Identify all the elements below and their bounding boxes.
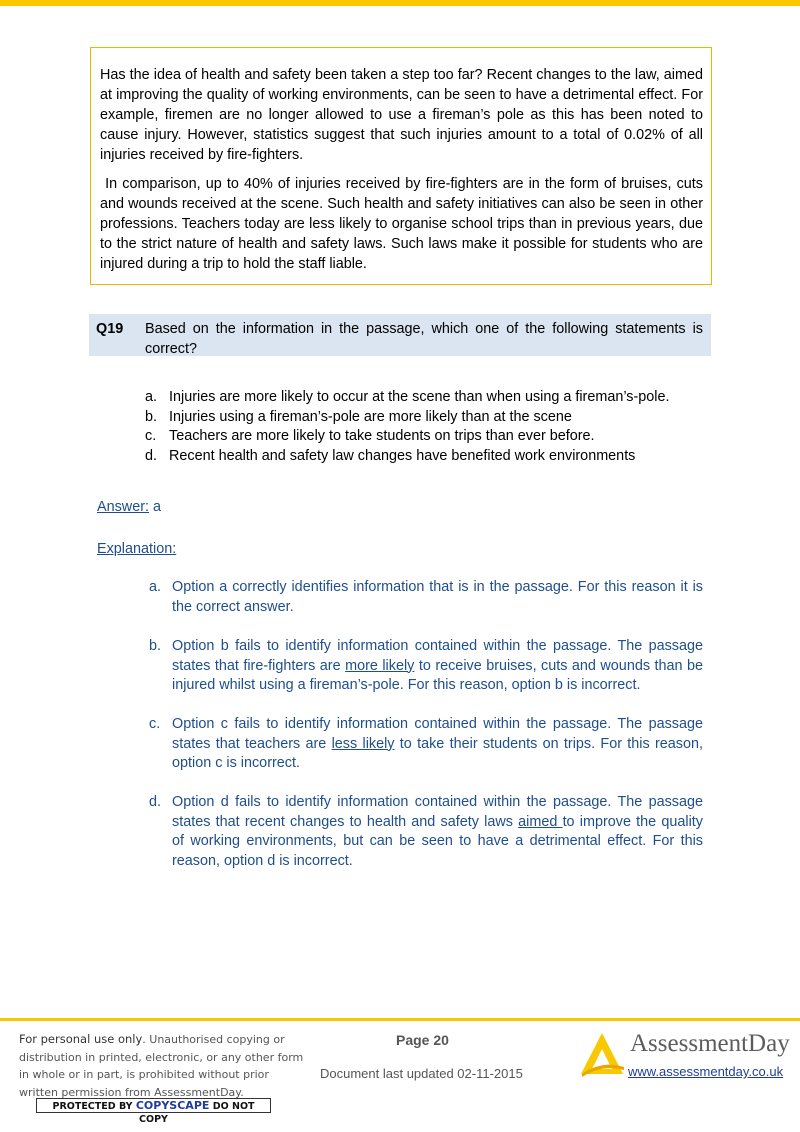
- option-item: [145, 447, 669, 467]
- explanation-item-c: [149, 715, 703, 774]
- website-link[interactable]: www.assessmentday.co.uk: [628, 1064, 784, 1079]
- top-accent-bar: [0, 0, 800, 6]
- explanation-text: Option d fails to identify information contained within the passage. The passage states that recent changes to health and safety laws aimed to improve the quality of working environments, but can be seen to have a detrimental effect. For this reason, option d is incorrect.: [172, 794, 703, 869]
- document-updated-date: Document last updated 02-11-2015: [320, 1066, 523, 1081]
- assessmentday-logo-icon: [578, 1030, 626, 1078]
- explanation-letter: d.: [149, 794, 162, 810]
- explanation-item-b: [149, 637, 703, 696]
- copyright-notice: For personal use only. Unauthorised copying or distribution in printed, electronic, or any other form in whole or in part, is prohibited without prior written permission from AssessmentDay.: [19, 1032, 304, 1099]
- emphasis: less likely: [331, 735, 395, 752]
- passage-paragraph-2: In comparison, up to 40% of injuries received by fire-fighters are in the form of bruises, cuts and wounds received at the scene. Such health and safety initiatives can also be seen in other professions. Teachers today are less likely to organise school trips than in previous years, due to the strict nature of health and safety laws. Such laws make it possible for students who are injured during a trip to hold the staff liable.: [100, 176, 703, 272]
- question-text: Based on the information in the passage, which one of the following statements is correct?: [145, 321, 703, 357]
- option-letter: a.: [145, 389, 158, 405]
- answer-label: Answer:: [97, 499, 149, 515]
- explanation-text: Option c fails to identify information contained within the passage. The passage states that teachers are less likely to take their students on trips. For this reason, option c is incorrect.: [172, 716, 703, 772]
- answer-value: a: [152, 499, 161, 515]
- emphasis: more likely: [345, 657, 415, 674]
- explanation-item-a: [149, 578, 703, 617]
- option-letter: b.: [145, 408, 158, 425]
- option-letter: c.: [145, 428, 157, 444]
- passage-paragraph-1: Has the idea of health and safety been taken a step too far? Recent changes to the law, aimed at improving the quality of working environments, can be seen to have a detrimental effect. For example, firemen are no longer allowed to use a fireman’s pole as this has been noted to cause injury. However, statistics suggest that such injuries amount to a total of 0.02% of all injuries received by fire-fighters.: [100, 67, 703, 163]
- copyscape-badge[interactable]: PROTECTED BY COPYSCAPE DO NOT COPY: [36, 1098, 271, 1113]
- answer-options: [145, 388, 669, 466]
- logo-wordmark: AssessmentDay: [630, 1030, 790, 1057]
- option-item: [145, 427, 669, 447]
- option-text: Injuries using a fireman’s-pole are more likely than at the scene: [169, 408, 572, 425]
- explanation-letter: c.: [149, 716, 161, 732]
- footer-divider: [0, 1018, 800, 1021]
- answer-line: [97, 499, 161, 515]
- explanation-letter: a.: [149, 579, 162, 595]
- explanation-letter: b.: [149, 638, 162, 654]
- explanation-label: Explanation:: [97, 541, 177, 557]
- option-text: Teachers are more likely to take students on trips than ever before.: [169, 428, 595, 444]
- option-text: Injuries are more likely to occur at the scene than when using a fireman’s-pole.: [169, 389, 670, 405]
- question-header: [89, 314, 711, 356]
- option-item: [145, 408, 669, 428]
- passage-box: [90, 47, 712, 285]
- question-number: Q19: [96, 321, 124, 337]
- explanation-text: Option a correctly identifies information that is in the passage. For this reason it is the correct answer.: [172, 579, 703, 615]
- option-item: [145, 388, 669, 408]
- option-text: Recent health and safety law changes have benefited work environments: [169, 447, 636, 464]
- explanation-item-d: [149, 793, 703, 871]
- emphasis: aimed: [518, 813, 563, 830]
- explanation-text: Option b fails to identify information contained within the passage. The passage states that fire-fighters are more likely to receive bruises, cuts and wounds than be injured whilst using a fireman’s-pole. For this reason, option b is incorrect.: [172, 638, 703, 694]
- option-letter: d.: [145, 447, 158, 464]
- page-number: Page 20: [396, 1032, 449, 1048]
